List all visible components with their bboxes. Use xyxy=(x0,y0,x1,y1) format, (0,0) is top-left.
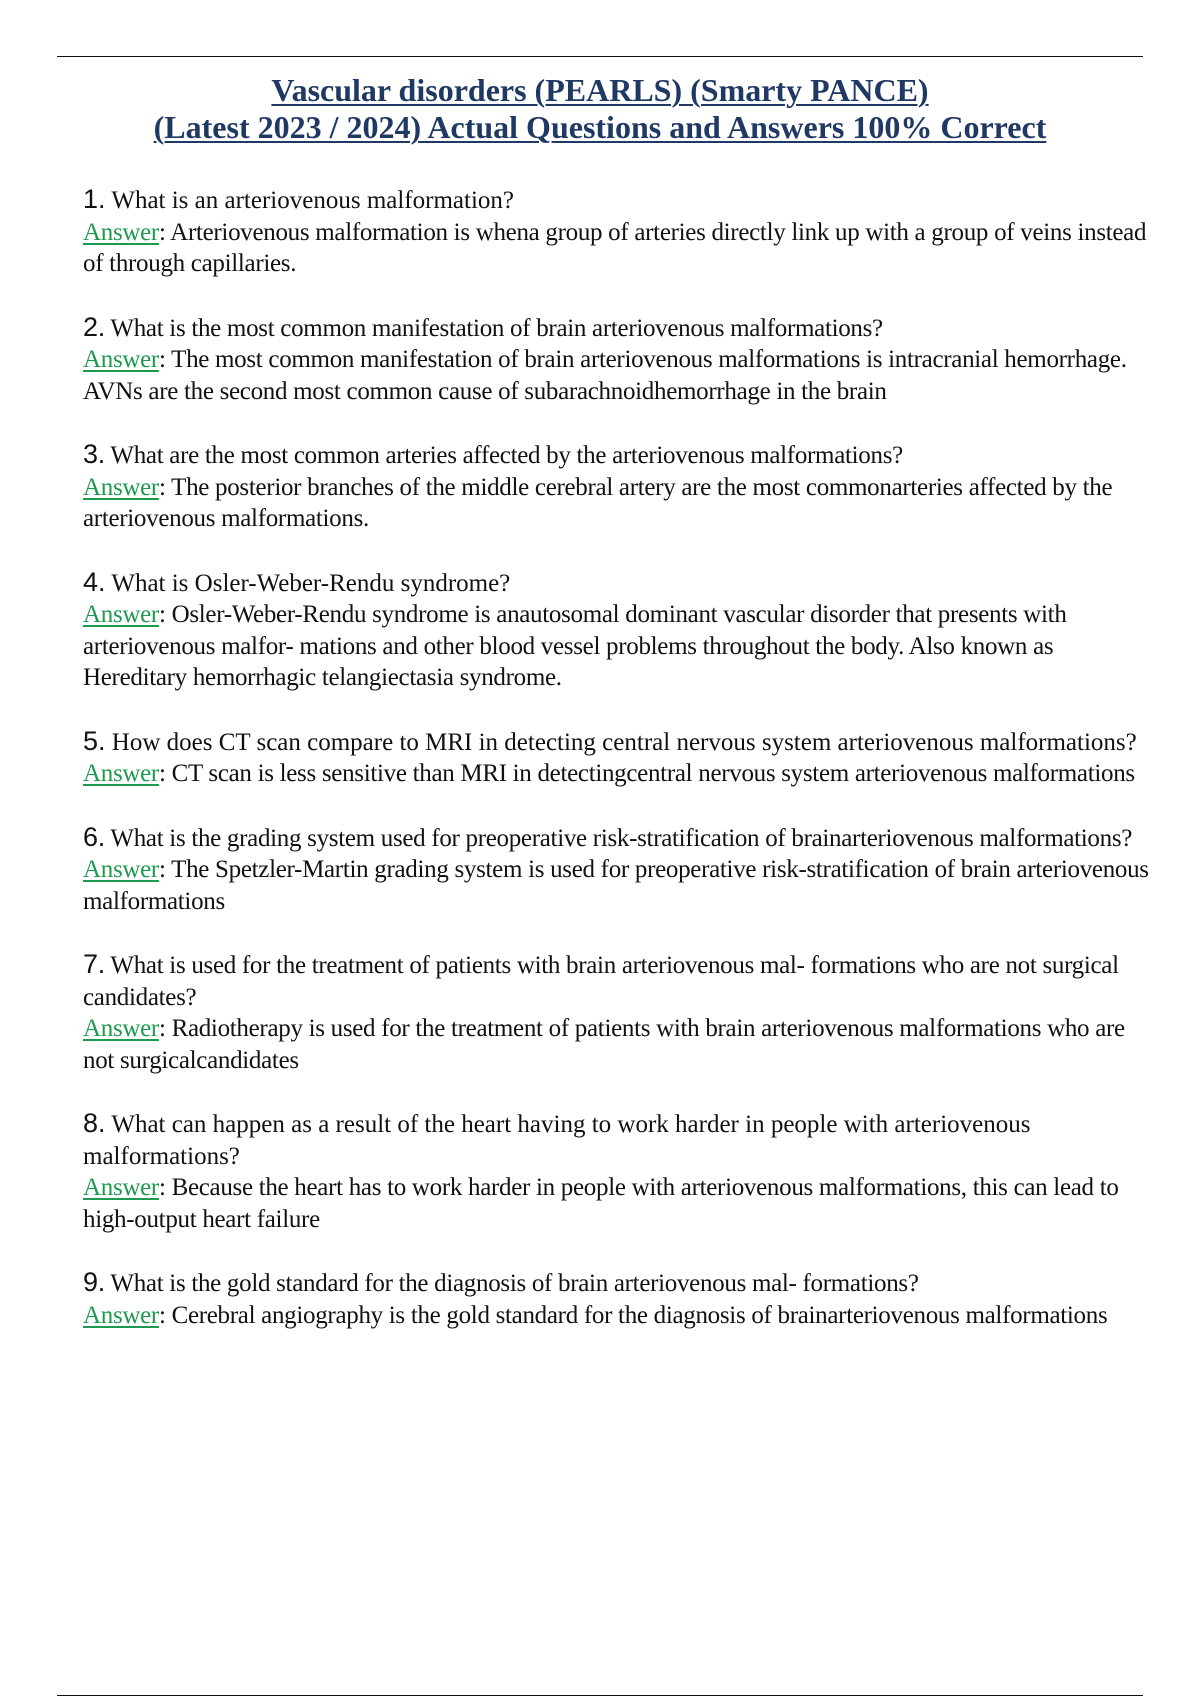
qa-item-4 xyxy=(83,567,1149,694)
question-number: 3. xyxy=(83,439,105,469)
question-number: 6. xyxy=(83,821,105,852)
answer-label: Answer xyxy=(83,601,159,628)
answer-text: : The most common manifestation of brain arteriovenous malformations is intracranial hemorrhage. AVNs are the second most common cause of subarachnoidhemorrhage in the brain xyxy=(83,346,1127,405)
question-text: What is the most common manifestation of brain arteriovenous malformations? xyxy=(110,314,883,342)
answer xyxy=(83,472,1149,535)
question-number: 7. xyxy=(83,949,105,979)
answer-label: Answer xyxy=(83,856,159,883)
question-number: 9. xyxy=(83,1267,105,1297)
document-title xyxy=(57,72,1143,146)
qa-list xyxy=(83,184,1149,1363)
qa-item-9 xyxy=(83,1267,1149,1331)
answer-text: : CT scan is less sensitive than MRI in detectingcentral nervous system arteriovenous malformations xyxy=(158,760,1135,787)
qa-item-6 xyxy=(83,822,1149,918)
bottom-rule xyxy=(57,1695,1143,1696)
question-text: What is the grading system used for preoperative risk-stratification of brainarteriovenous malformations? xyxy=(110,824,1133,852)
answer xyxy=(83,758,1149,790)
answer-text: : Arteriovenous malformation is whena group of arteries directly link up with a group of veins instead of through capillaries. xyxy=(83,218,1147,277)
qa-item-3 xyxy=(83,439,1149,535)
title-line-2: (Latest 2023 / 2024) Actual Questions and Answers 100% Correct xyxy=(153,109,1047,145)
question xyxy=(83,1108,1149,1172)
answer xyxy=(83,1300,1149,1332)
answer xyxy=(83,854,1149,917)
question-text: What can happen as a result of the heart having to work harder in people with arteriovenous malformations? xyxy=(83,1111,1031,1170)
top-rule xyxy=(57,56,1143,57)
question-text: How does CT scan compare to MRI in detecting central nervous system arteriovenous malformations? xyxy=(111,728,1137,756)
answer-text: : Radiotherapy is used for the treatment of patients with brain arteriovenous malformations who are not surgicalcandidates xyxy=(83,1015,1125,1074)
answer-label: Answer xyxy=(83,760,159,787)
question xyxy=(83,567,1149,600)
question xyxy=(83,1267,1149,1300)
question-text: What are the most common arteries affected by the arteriovenous malformations? xyxy=(110,442,903,469)
question xyxy=(83,312,1149,345)
question xyxy=(83,439,1149,472)
question xyxy=(83,949,1149,1013)
question xyxy=(83,184,1149,217)
question-number: 5. xyxy=(83,725,106,756)
question-text: What is the gold standard for the diagnosis of brain arteriovenous mal- formations? xyxy=(110,1270,919,1297)
answer-label: Answer xyxy=(83,218,159,246)
question-text: What is Osler-Weber-Rendu syndrome? xyxy=(111,569,511,597)
question-number: 4. xyxy=(83,566,106,597)
question-text: What is used for the treatment of patients with brain arteriovenous mal- formations who are not surgical candidates? xyxy=(83,952,1119,1011)
qa-item-5 xyxy=(83,726,1149,790)
answer-label: Answer xyxy=(83,346,159,373)
question-number: 1. xyxy=(83,184,106,214)
answer xyxy=(83,344,1149,407)
qa-item-2 xyxy=(83,312,1149,408)
title-line-1: Vascular disorders (PEARLS) (Smarty PANCE) xyxy=(271,72,929,108)
answer-text: : Osler-Weber-Rendu syndrome is anautosomal dominant vascular disorder that presents with arteriovenous malfor- mations and other blood vessel problems throughout the body. Also known as Hereditary hemorrhagic telangiectasia syndrome. xyxy=(83,601,1067,691)
question-number: 2. xyxy=(83,311,105,342)
qa-item-7 xyxy=(83,949,1149,1076)
answer-label: Answer xyxy=(83,1174,159,1201)
qa-item-8 xyxy=(83,1108,1149,1235)
answer-text: : Cerebral angiography is the gold standard for the diagnosis of brainarteriovenous malformations xyxy=(158,1301,1108,1329)
question-number: 8. xyxy=(83,1108,106,1138)
answer-label: Answer xyxy=(83,1301,159,1329)
answer xyxy=(83,217,1149,280)
answer-text: : The posterior branches of the middle cerebral artery are the most commonarteries affected by the arteriovenous malformations. xyxy=(83,473,1113,532)
answer-label: Answer xyxy=(83,1015,159,1042)
answer-text: : The Spetzler-Martin grading system is used for preoperative risk-stratification of brain arteriovenous malformations xyxy=(83,856,1149,915)
question xyxy=(83,822,1149,855)
answer xyxy=(83,1172,1149,1235)
answer xyxy=(83,1013,1149,1076)
answer-text: : Because the heart has to work harder in people with arteriovenous malformations, this can lead to high-output heart failure xyxy=(83,1174,1119,1233)
qa-item-1 xyxy=(83,184,1149,280)
answer xyxy=(83,599,1149,694)
question-text: What is an arteriovenous malformation? xyxy=(111,187,514,214)
answer-label: Answer xyxy=(83,473,159,501)
question xyxy=(83,726,1149,759)
